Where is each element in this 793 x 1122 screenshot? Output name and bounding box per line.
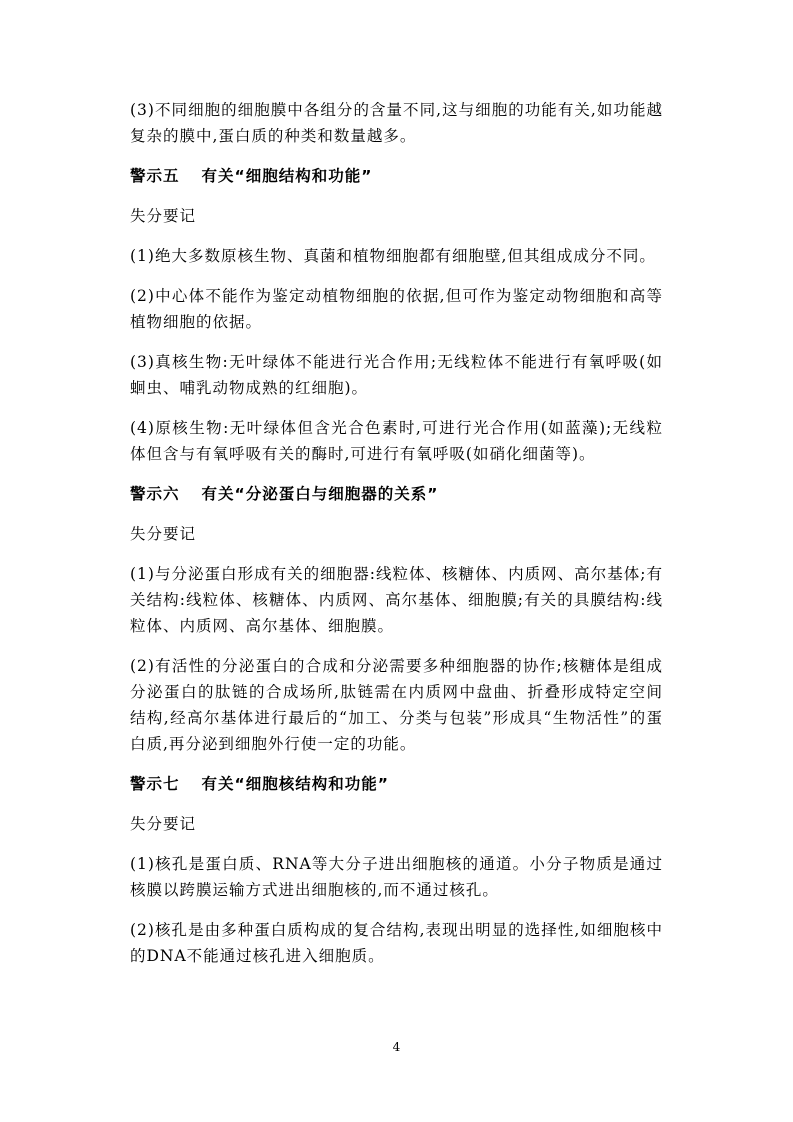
section-title: 有关“分泌蛋白与细胞器的关系” [201,485,439,503]
paragraph: (1)与分泌蛋白形成有关的细胞器:线粒体、核糖体、内质网、高尔基体;有关结构:线粒体、核糖体、内质网、高尔基体、细胞膜;有关的具膜结构:线粒体、内质网、高尔基体、细胞膜。 [130,565,663,635]
subheading: 失分要记 [130,207,197,225]
subheading: 失分要记 [130,525,197,543]
paragraph: (4)原核生物:无叶绿体但含光合色素时,可进行光合作用(如蓝藻);无线粒体但含与有氧呼吸有关的酶时,可进行有氧呼吸(如硝化细菌等)。 [130,419,663,463]
section-heading-7 [130,771,663,797]
subheading: 失分要记 [130,815,197,833]
section-heading-5 [130,163,663,189]
paragraph: (1)绝大多数原核生物、真菌和植物细胞都有细胞壁,但其组成成分不同。 [130,247,656,265]
paragraph: (3)真核生物:无叶绿体不能进行光合作用;无线粒体不能进行有氧呼吸(如蛔虫、哺乳动物成熟的红细胞)。 [130,353,663,397]
paragraph: (1)核孔是蛋白质、RNA等大分子进出细胞核的通道。小分子物质是通过核膜以跨膜运输方式进出细胞核的,而不通过核孔。 [130,855,663,899]
section-title: 有关“细胞核结构和功能” [201,775,389,793]
section-number: 警示六 [130,485,180,503]
page-number: 4 [392,1040,401,1054]
section-number: 警示七 [130,775,180,793]
section-number: 警示五 [130,167,180,185]
section-title: 有关“细胞结构和功能” [201,167,373,185]
paragraph: (2)核孔是由多种蛋白质构成的复合结构,表现出明显的选择性,如细胞核中的DNA不能通过核孔进入细胞质。 [130,921,663,965]
section-heading-6 [130,481,663,507]
page-content [130,97,663,983]
paragraph: (2)有活性的分泌蛋白的合成和分泌需要多种细胞器的协作;核糖体是组成分泌蛋白的肽链的合成场所,肽链需在内质网中盘曲、折叠形成特定空间结构,经高尔基体进行最后的“加工、分类与包装”形成具“生物活性”的蛋白质,再分泌到细胞外行使一定的功能。 [130,657,663,753]
paragraph: (2)中心体不能作为鉴定动植物细胞的依据,但可作为鉴定动物细胞和高等植物细胞的依据。 [130,287,663,331]
paragraph: (3)不同细胞的细胞膜中各组分的含量不同,这与细胞的功能有关,如功能越复杂的膜中,蛋白质的种类和数量越多。 [130,101,663,145]
